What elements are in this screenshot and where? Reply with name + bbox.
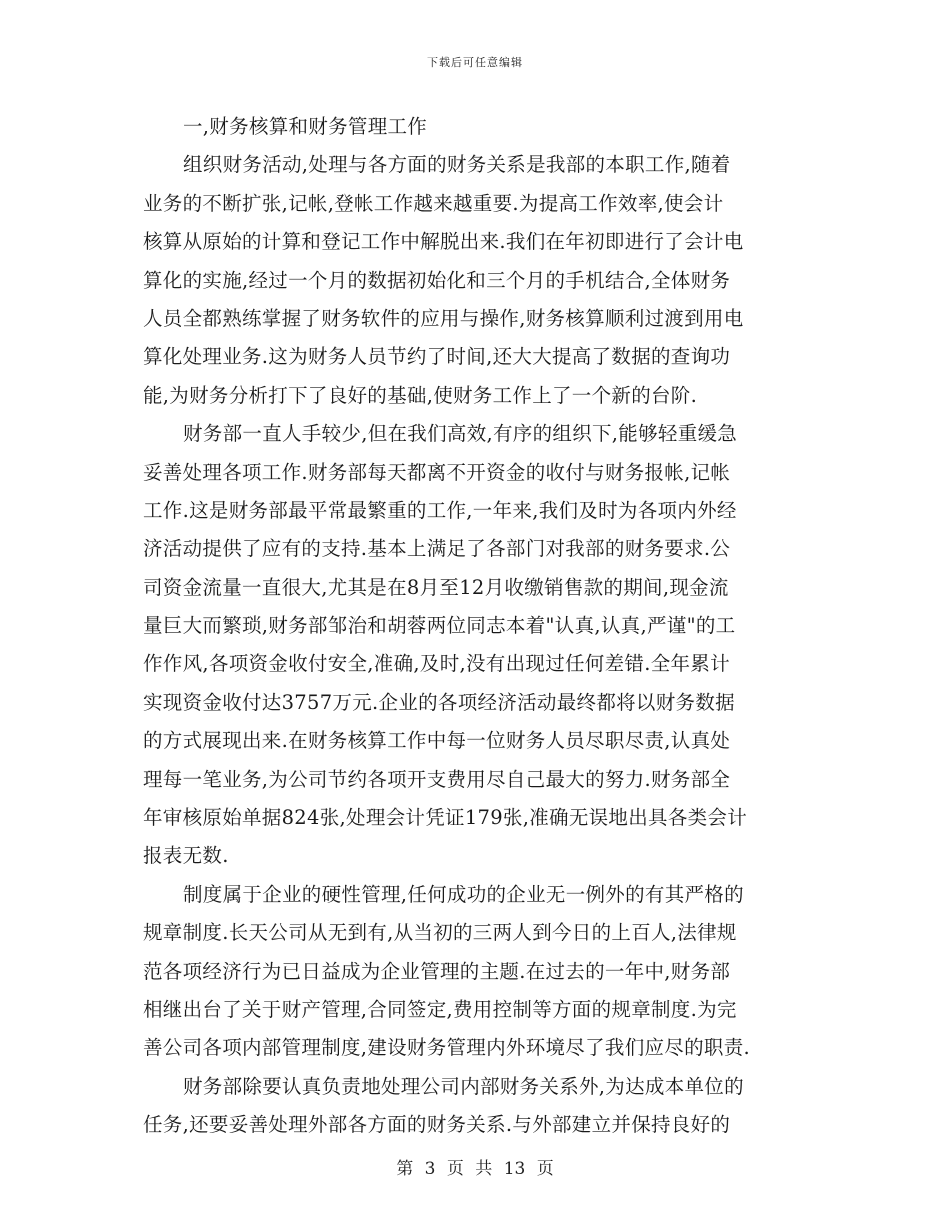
- text-line: 实现资金收付达3757万元.企业的各项经济活动最终都将以财务数据: [143, 690, 735, 714]
- text-line: 妥善处理各项工作.财务部每天都离不开资金的收付与财务报帐,记帐: [143, 460, 731, 484]
- text-line: 规章制度.长天公司从无到有,从当初的三两人到今日的上百人,法律规: [143, 921, 737, 945]
- text-line: 能,为财务分析打下了良好的基础,使财务工作上了一个新的台阶.: [143, 383, 698, 407]
- page-header: 下载后可任意编辑: [427, 56, 523, 69]
- text-line: 财务部除要认真负责地处理公司内部财务关系外,为达成本单位的: [183, 1074, 744, 1098]
- text-line: 算化处理业务.这为财务人员节约了时间,还大大提高了数据的查询功: [143, 345, 731, 369]
- text-line: 制度属于企业的硬性管理,任何成功的企业无一例外的有其严格的: [183, 882, 744, 906]
- text-line: 算化的实施,经过一个月的数据初始化和三个月的手机结合,全体财务: [143, 268, 731, 292]
- text-line: 财务部一直人手较少,但在我们高效,有序的组织下,能够轻重缓急: [183, 422, 738, 446]
- text-line: 业务的不断扩张,记帐,登帐工作越来越重要.为提高工作效率,使会计: [143, 191, 724, 215]
- document-body: [143, 108, 810, 1145]
- text-line: 范各项经济行为已日益成为企业管理的主题.在过去的一年中,财务部: [143, 959, 731, 983]
- text-line: 任务,还要妥善处理外部各方面的财务关系.与外部建立并保持良好的: [143, 1113, 731, 1137]
- text-line: 的方式展现出来.在财务核算工作中每一位财务人员尽职尽责,认真处: [143, 729, 731, 753]
- text-line: 工作.这是财务部最平常最繁重的工作,一年来,我们及时为各项内外经: [143, 498, 737, 522]
- text-line: 人员全都熟练掌握了财务软件的应用与操作,财务核算顺利过渡到用电: [143, 306, 744, 330]
- text-line: 核算从原始的计算和登记工作中解脱出来.我们在年初即进行了会计电: [143, 230, 744, 254]
- text-line: 报表无数.: [143, 844, 229, 868]
- text-line: 一,财务核算和财务管理工作: [183, 115, 428, 138]
- text-line: 组织财务活动,处理与各方面的财务关系是我部的本职工作,随着: [183, 153, 731, 177]
- text-line: 善公司各项内部管理制度,建设财务管理内外环境尽了我们应尽的职责.: [143, 1036, 750, 1060]
- page-footer: 第 3 页 共 13 页: [396, 1159, 554, 1179]
- text-line: 相继出台了关于财产管理,合同签定,费用控制等方面的规章制度.为完: [143, 997, 737, 1021]
- text-line: 量巨大而繁琐,财务部邹治和胡蓉两位同志本着"认真,认真,严谨"的工: [143, 614, 736, 638]
- text-line: 司资金流量一直很大,尤其是在8月至12月收缴销售款的期间,现金流: [143, 575, 729, 599]
- text-line: 理每一笔业务,为公司节约各项开支费用尽自己最大的努力.财务部全: [143, 767, 731, 791]
- text-line: 济活动提供了应有的支持.基本上满足了各部门对我部的财务要求.公: [143, 537, 731, 561]
- text-line: 作作风,各项资金收付安全,准确,及时,没有出现过任何差错.全年累计: [143, 652, 730, 676]
- text-line: 年审核原始单据824张,处理会计凭证179张,准确无误地出具各类会计: [143, 806, 748, 830]
